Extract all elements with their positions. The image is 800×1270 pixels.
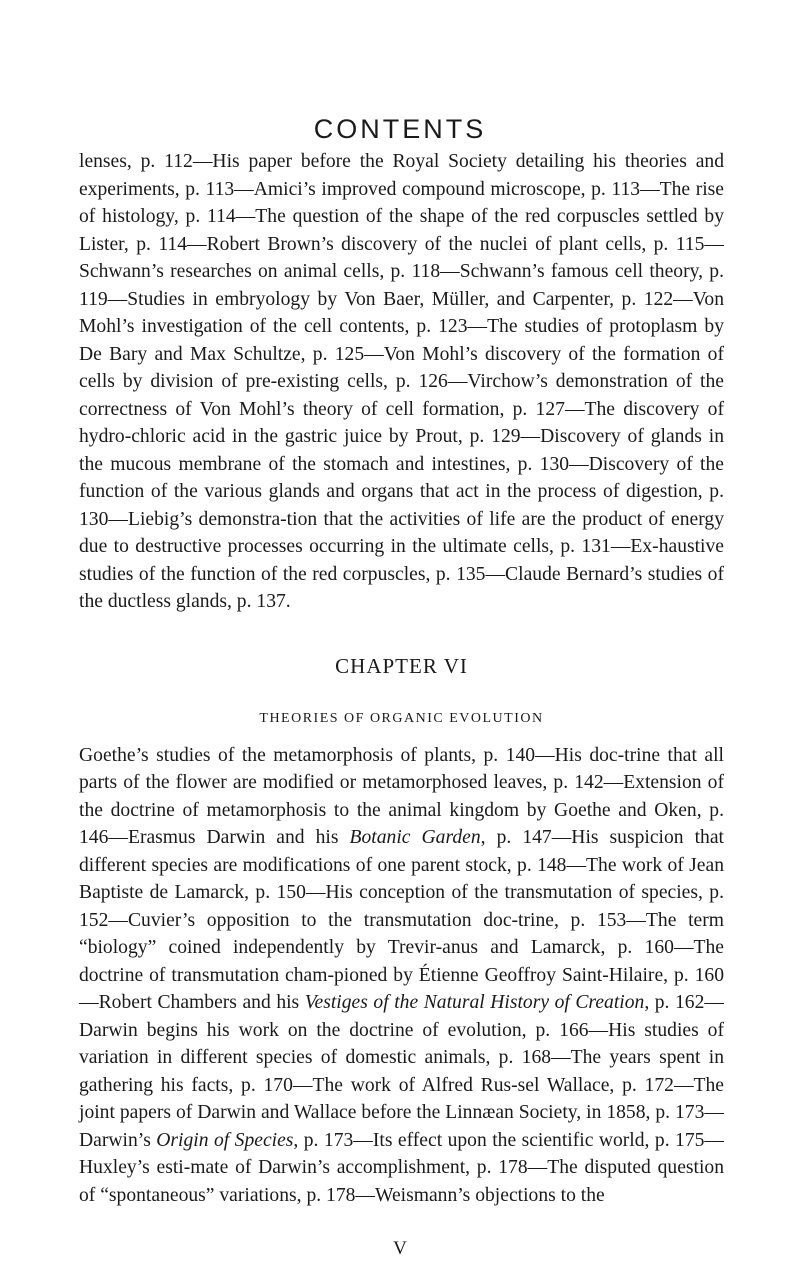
chapter-heading: CHAPTER VI [335,653,468,678]
chapter-subtitle: THEORIES OF ORGANIC EVOLUTION [259,710,544,726]
summary-text-2: , p. 147—His suspicion that different species are modifications of one parent stock, p. 148—The work of Jean Baptiste de Lamarck, p. 150—His conception of the transmutation of species, p. 152—Cuvier’s opposition to the transmutation doc-trine, p. 153—The term “biology” coined independently by Trevir-anus and Lamarck, p. 160—The doctrine of transmutation cham-pioned by Étienne Geoffroy Saint-Hilaire, p. 160—Robert Chambers and his [79,827,724,1013]
summary-text-3: , p. 162—Darwin begins his work on the doctrine of evolution, p. 166—His studies of variation in different species of domestic animals, p. 168—The years spent in gathering his facts, p. 170—The work of Alfred Rus-sel Wallace, p. 172—The joint papers of Darwin and Wallace before the Linnæan Society, in 1858, p. 173—Darwin’s [79,992,724,1151]
summary-text-4: , p. 173—Its effect upon the scientific world, p. 175—Huxley’s esti-mate of Darwin’s accomplishment, p. 178—The disputed question of “spontaneous” variations, p. 178—Weismann’s objections to the [79,1129,725,1206]
continued-paragraph: lenses, p. 112—His paper before the Royal Society detailing his theories and experiments, p. 113—Amici’s improved compound microscope, p. 113—The rise of histology, p. 114—The question of the shape of the red corpuscles settled by Lister, p. 114—Robert Brown’s discovery of the nuclei of plant cells, p. 115—Schwann’s researches on animal cells, p. 118—Schwann’s famous cell theory, p. 119—Studies in embryology by Von Baer, Müller, and Carpenter, p. 122—Von Mohl’s investigation of the cell contents, p. 123—The studies of protoplasm by De Bary and Max Schultze, p. 125—Von Mohl’s discovery of the formation of cells by division of pre-existing cells, p. 126—Virchow’s demonstration of the correctness of Von Mohl’s theory of cell formation, p. 127—The discovery of hydro-chloric acid in the gastric juice by Prout, p. 129—Discovery of glands in the mucous membrane of the stomach and intestines, p. 130—Discovery of the function of the various glands and organs that act in the process of digestion, p. 130—Liebig’s demonstra-tion that the activities of life are the product of energy due to destructive processes occurring in the ultimate cells, p. 131—Ex-haustive studies of the function of the red corpuscles, p. 135—Claude Bernard’s studies of the ductless glands, p. 137. [79,151,724,612]
running-head: CONTENTS [313,114,487,144]
work-title-origin-of-species: Origin of Species [156,1129,294,1151]
page-folio: V [393,1238,407,1259]
chapter-summary-paragraph [79,742,724,1210]
page-body [79,112,724,1209]
summary-text-1: Goethe’s studies of the metamorphosis of plants, p. 140—His doc-trine that all parts of the flower are modified or metamorphosed leaves, p. 142—Extension of the doctrine of metamorphosis to the animal kingdom by Goethe and Oken, p. 146—Erasmus Darwin and his [79,744,724,848]
work-title-botanic-garden: Botanic Garden [349,827,481,848]
work-title-vestiges: Vestiges of the Natural History of Creation [304,992,645,1013]
